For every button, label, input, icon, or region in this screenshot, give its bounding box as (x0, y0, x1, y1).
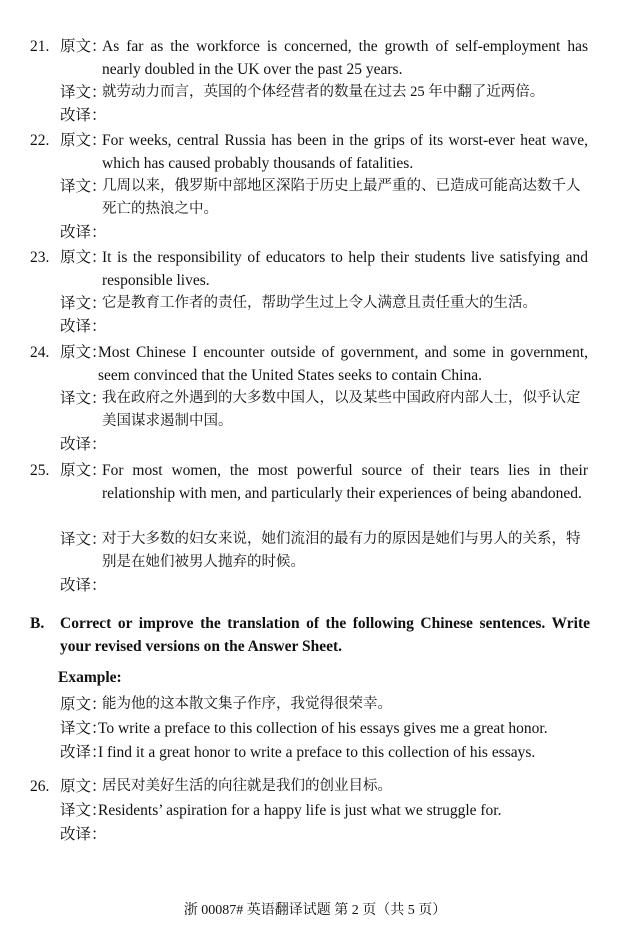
translation-label: 译文： (60, 178, 107, 195)
source-label: 原文： (60, 696, 107, 713)
source-label: 原文： (60, 778, 107, 795)
translation-text: To write a preface to this collection of his essays gives me a great honor. (98, 720, 548, 737)
translation-label: 译文： (60, 390, 107, 407)
example-title: Example: (58, 669, 122, 686)
question-number: 26. (30, 778, 50, 795)
revision-label: 改译： (60, 224, 107, 241)
question-23 (30, 246, 590, 338)
question-number: 22. (30, 132, 50, 149)
source-label: 原文： (60, 249, 107, 266)
source-label: 原文： (60, 462, 107, 479)
translation-text: Residents’ aspiration for a happy life is just what we struggle for. (98, 802, 502, 819)
source-text: 能为他的这本散文集子作序，我觉得很荣幸。 (102, 696, 392, 712)
translation-label: 译文： (60, 720, 107, 737)
section-b-heading (30, 612, 590, 658)
translation-label: 译文： (60, 84, 107, 101)
question-number: 21. (30, 38, 50, 55)
question-26 (30, 775, 590, 847)
revision-label: 改译： (60, 744, 107, 761)
question-number: 24. (30, 344, 50, 361)
translation-label: 译文： (60, 531, 107, 548)
source-label: 原文： (60, 132, 107, 149)
source-text: For weeks, central Russia has been in the grips of its worst-ever heat wave, which has caused probably thousands of fatalities. (102, 132, 588, 172)
question-21 (30, 35, 590, 127)
section-instruction: Correct or improve the translation of the following Chinese sentences. Write your revised versions on the Answer Sheet. (60, 615, 590, 655)
source-text: For most women, the most powerful source of their tears lies in their relationship with men, and particularly their experiences of being abandoned. (102, 462, 588, 502)
source-label: 原文： (60, 38, 107, 55)
translation-text: 就劳动力而言，英国的个体经营者的数量在过去 25 年中翻了近两倍。 (102, 84, 545, 100)
revision-label: 改译： (60, 436, 107, 453)
source-text: Most Chinese I encounter outside of government, and some in government, seem convinced that the United States seeks to contain China. (98, 344, 588, 384)
translation-label: 译文： (60, 295, 107, 312)
question-24 (30, 341, 590, 456)
source-text: 居民对美好生活的向往就是我们的创业目标。 (102, 778, 392, 794)
translation-label: 译文： (60, 802, 107, 819)
revision-label: 改译： (60, 107, 107, 124)
translation-text: 它是教育工作者的责任，帮助学生过上令人满意且责任重大的生活。 (102, 295, 537, 311)
translation-text: 几周以来，俄罗斯中部地区深陷于历史上最严重的、已造成可能高达数千人死亡的热浪之中。 (102, 178, 581, 217)
revision-label: 改译： (60, 577, 107, 594)
question-25 (30, 459, 590, 597)
page-footer: 浙 00087# 英语翻译试题 第 2 页（共 5 页） (183, 903, 447, 918)
translation-text: 对于大多数的妇女来说，她们流泪的最有力的原因是她们与男人的关系，特别是在她们被男人抛弃的时候。 (102, 531, 581, 570)
revision-text: I find it a great honor to write a preface to this collection of his essays. (98, 744, 536, 761)
source-text: It is the responsibility of educators to help their students live satisfying and responsible lives. (102, 249, 588, 289)
example-block (30, 693, 590, 765)
translation-text: 我在政府之外遇到的大多数中国人，以及某些中国政府内部人士，似乎认定美国谋求遏制中国。 (102, 390, 581, 429)
revision-label: 改译： (60, 318, 107, 335)
source-label: 原文： (60, 344, 107, 361)
section-label: B. (30, 615, 45, 632)
question-number: 25. (30, 462, 50, 479)
revision-label: 改译： (60, 826, 107, 843)
question-number: 23. (30, 249, 50, 266)
question-22 (30, 129, 590, 244)
source-text: As far as the workforce is concerned, the growth of self-employment has nearly doubled in the UK over the past 25 years. (102, 38, 588, 78)
